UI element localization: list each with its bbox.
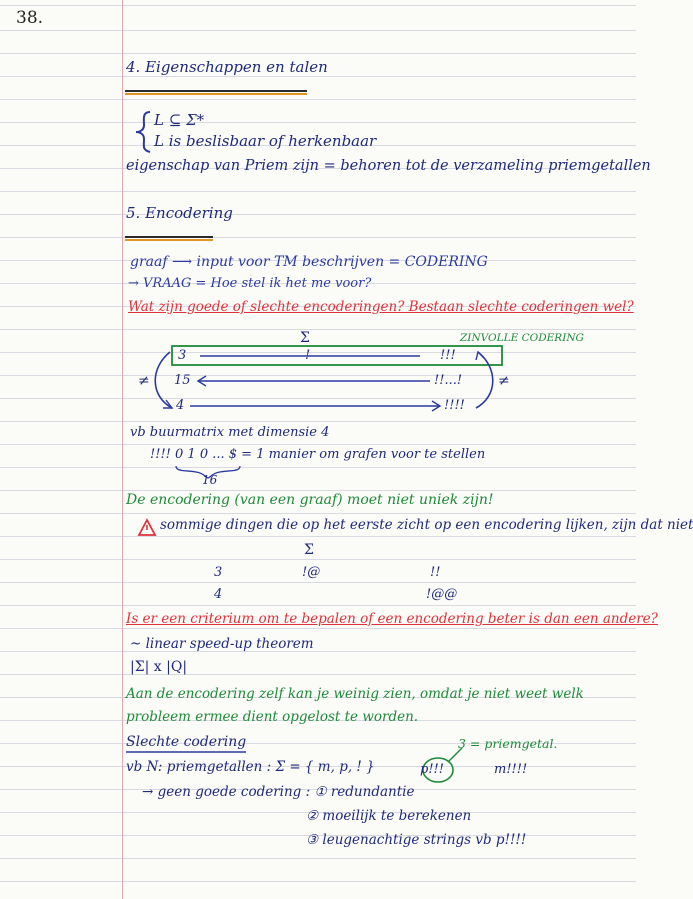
geen-goede-line: → geen goede codering : ① redundantie	[142, 784, 415, 800]
vraag-line: → VRAAG = Hoe stel ik het me voor?	[128, 276, 372, 291]
buur-16: 16	[202, 473, 218, 487]
page-number: 38.	[16, 8, 44, 28]
section5-rule-dark	[125, 236, 213, 238]
buur-equation: !!!! 0 1 0 ... $ = 1 manier om grafen voor te stellen	[150, 447, 486, 462]
sigma-second: Σ	[304, 542, 314, 558]
brace-section4	[136, 112, 150, 152]
row2-left: 15	[174, 373, 191, 388]
section4-line3: eigenschap van Priem zijn = behoren tot de verzameling priemgetallen	[126, 158, 651, 174]
green-para-line2: probleem ermee dient opgelost te worden.	[126, 709, 419, 725]
sigma-top: Σ	[300, 330, 310, 346]
right-curve-head	[476, 352, 484, 360]
r1-mid: !@	[302, 565, 321, 580]
question-red: Wat zijn goede of slechte encoderingen? Bestaan slechte coderingen wel?	[128, 299, 634, 315]
zinvolle-label: ZINVOLLE CODERING	[460, 332, 584, 344]
vb-priem-line: vb N: priemgetallen : Σ = { m, p, ! }	[126, 759, 375, 775]
left-curve-head	[163, 400, 172, 408]
r2-right: !@@	[426, 587, 458, 602]
graaf-line: graaf ⟶ input voor TM beschrijven = CODERING	[130, 254, 488, 270]
item-moeilijk: ② moeilijk te berekenen	[306, 808, 472, 824]
buurmatrix-line: vb buurmatrix met dimensie 4	[130, 425, 330, 440]
item-leugenachtige: ③ leugenachtige strings vb p!!!!	[306, 832, 527, 848]
section5-title: 5. Encodering	[126, 204, 233, 222]
criterium-red: Is er een criterium om te bepalen of een encodering beter is dan een andere?	[126, 611, 658, 627]
p-mark: p!!!	[420, 762, 444, 777]
right-curve	[476, 352, 493, 408]
sigma-times-q: |Σ| x |Q|	[130, 659, 188, 675]
r1-right: !!	[430, 565, 441, 580]
prime-note: 3 = priemgetal.	[458, 736, 558, 751]
section4-rule-dark	[125, 90, 307, 92]
section4-line2: L is beslisbaar of herkenbaar	[154, 132, 377, 150]
green-para-line1: Aan de encodering zelf kan je weinig zien, omdat je niet weet welk	[126, 686, 584, 702]
r1-left: 3	[214, 565, 223, 580]
section5-rule-orange	[125, 239, 213, 241]
green-unique-line: De encodering (van een graaf) moet niet uniek zijn!	[126, 492, 494, 508]
section4-rule-orange	[125, 93, 307, 95]
row3-left: 4	[176, 398, 185, 413]
m-mark: m!!!!	[494, 762, 528, 777]
row1-right: !!!	[440, 348, 456, 363]
slechte-title: Slechte codering	[126, 734, 247, 750]
linear-speedup: ~ linear speed-up theorem	[130, 636, 314, 652]
r2-left: 4	[214, 587, 223, 602]
row1-mid: !	[305, 348, 311, 363]
left-curve	[155, 352, 172, 408]
row1-left: 3	[178, 348, 187, 363]
section4-line1: L ⊆ Σ*	[154, 111, 205, 129]
neq-left: ≠	[138, 373, 150, 389]
neq-right: ≠	[498, 373, 510, 389]
row3-right: !!!!	[444, 398, 465, 413]
warning-line: sommige dingen die op het eerste zicht op een encodering lijken, zijn dat niet	[160, 517, 693, 533]
section4-title: 4. Eigenschappen en talen	[126, 58, 328, 76]
row2-right: !!...!	[434, 373, 463, 388]
